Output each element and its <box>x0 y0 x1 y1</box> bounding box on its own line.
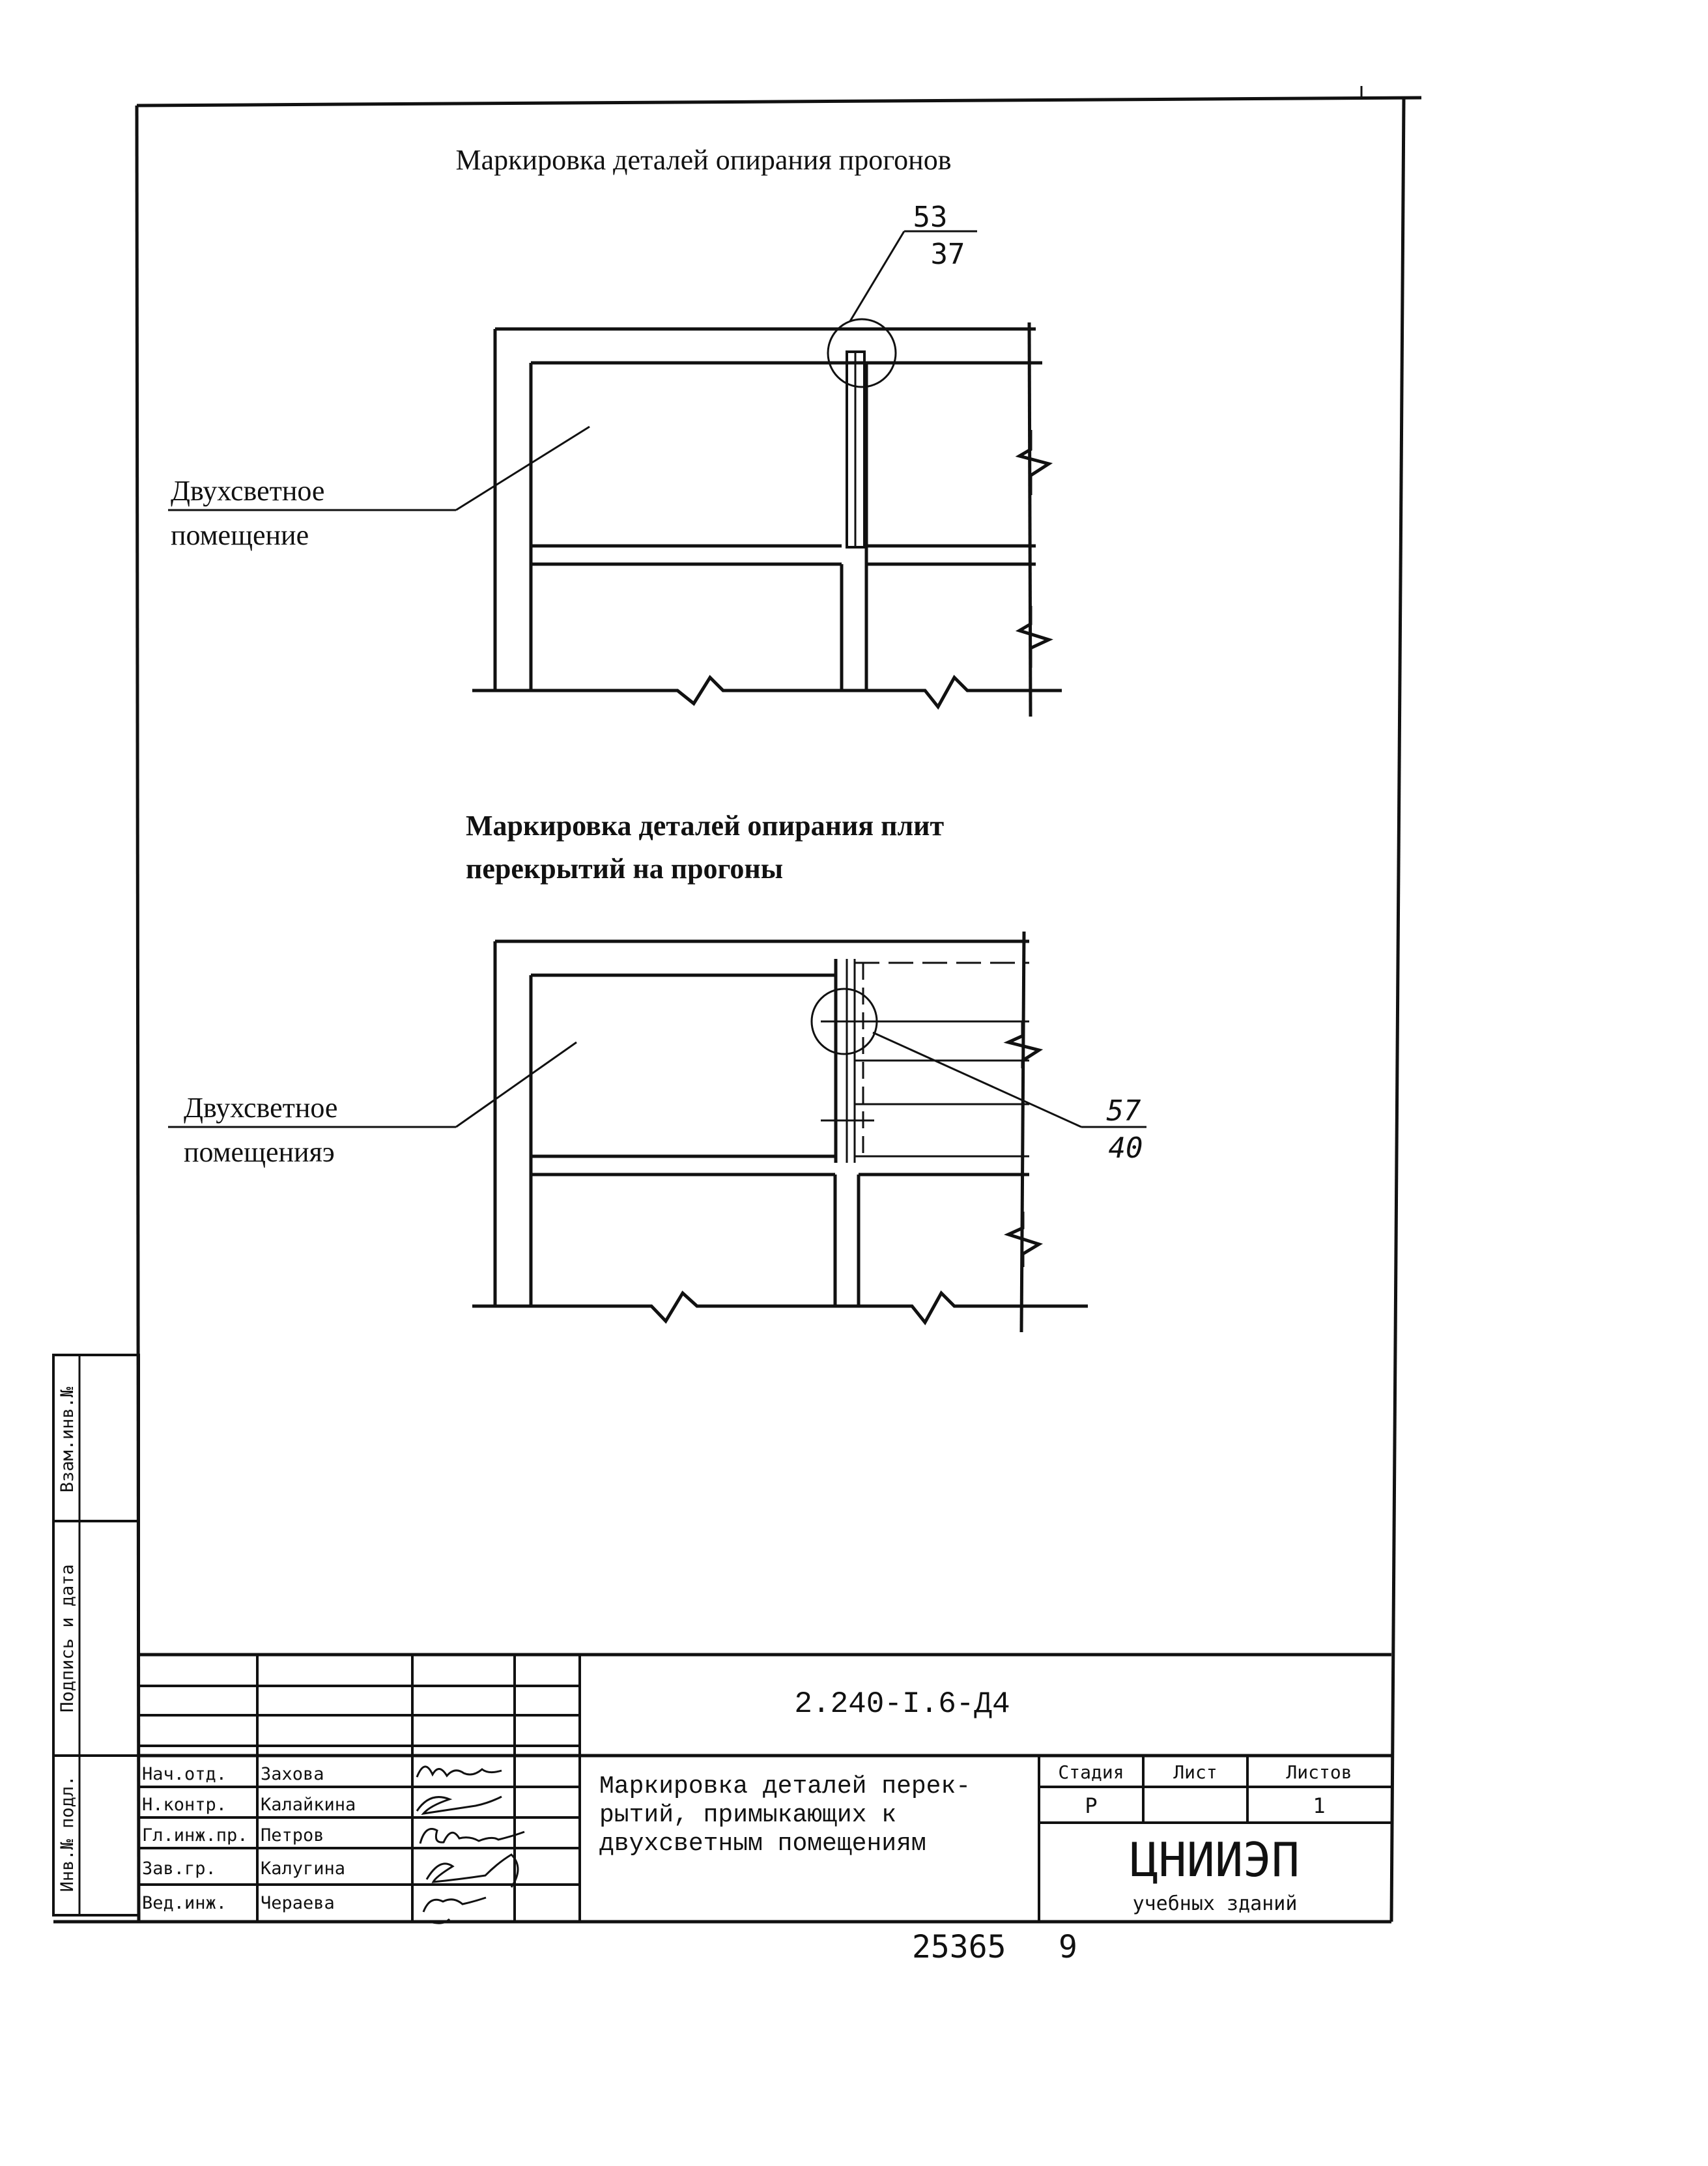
staff-role-3: Гл.инж.пр. <box>142 1825 248 1845</box>
side-stamp-original-inv: Инв.№ подл. <box>57 1775 78 1892</box>
signature-4 <box>427 1855 518 1887</box>
staff-role-1: Нач.отд. <box>142 1764 227 1784</box>
stage-value: Р <box>1085 1793 1098 1818</box>
drawing-description-line1: Маркировка деталей перек- <box>599 1773 971 1801</box>
top-label-line2: помещение <box>171 519 309 551</box>
staff-name-4: Калугина <box>261 1859 346 1879</box>
drawing-description-line2: рытий, примыкающих к <box>599 1801 897 1829</box>
side-stamp-replacement-inv: Взам.инв.№ <box>57 1386 78 1493</box>
organization-subtitle: учебных зданий <box>1132 1892 1298 1915</box>
signature-1 <box>417 1767 502 1777</box>
bottom-callout-numerator: 57 <box>1106 1094 1141 1128</box>
bottom-label-line2: помещенияэ <box>184 1136 335 1168</box>
signatures <box>417 1767 524 1923</box>
signature-3 <box>420 1829 524 1844</box>
top-label-line1: Двухсветное <box>171 475 325 507</box>
bottom-title-line2: перекрытий на прогоны <box>466 853 784 885</box>
top-plan <box>168 231 1062 717</box>
staff-name-1: Захова <box>261 1764 324 1784</box>
drawing-description-line3: двухсветным помещениям <box>599 1830 926 1858</box>
bottom-plan <box>168 932 1146 1332</box>
page-number: 9 <box>1059 1929 1077 1965</box>
archive-number: 25365 <box>912 1929 1006 1965</box>
staff-name-5: Чераева <box>261 1893 335 1913</box>
staff-role-4: Зав.гр. <box>142 1859 216 1879</box>
top-title: Маркировка деталей опирания прогонов <box>455 144 952 176</box>
top-callout-numerator: 53 <box>913 201 948 234</box>
stage-header: Стадия <box>1058 1761 1124 1783</box>
organization-name: ЦНИИЭП <box>1130 1832 1300 1887</box>
staff-name-3: Петров <box>261 1825 324 1845</box>
top-callout-denominator: 37 <box>930 238 965 271</box>
signature-2 <box>417 1797 502 1814</box>
staff-role-5: Вед.инж. <box>142 1893 227 1913</box>
drawing-code: 2.240-I.6-Д4 <box>794 1687 1010 1721</box>
bottom-label-line1: Двухсветное <box>184 1092 338 1124</box>
side-stamp-signature-date: Подпись и дата <box>57 1564 78 1713</box>
sheets-header: Листов <box>1286 1761 1352 1783</box>
sheets-value: 1 <box>1313 1793 1326 1818</box>
bottom-callout-denominator: 40 <box>1108 1132 1143 1165</box>
bottom-title-line1: Маркировка деталей опирания плит <box>466 810 945 842</box>
sheet-header: Лист <box>1173 1761 1217 1783</box>
staff-role-2: Н.контр. <box>142 1795 227 1815</box>
signature-5 <box>423 1898 486 1923</box>
staff-name-2: Калайкина <box>261 1795 356 1815</box>
